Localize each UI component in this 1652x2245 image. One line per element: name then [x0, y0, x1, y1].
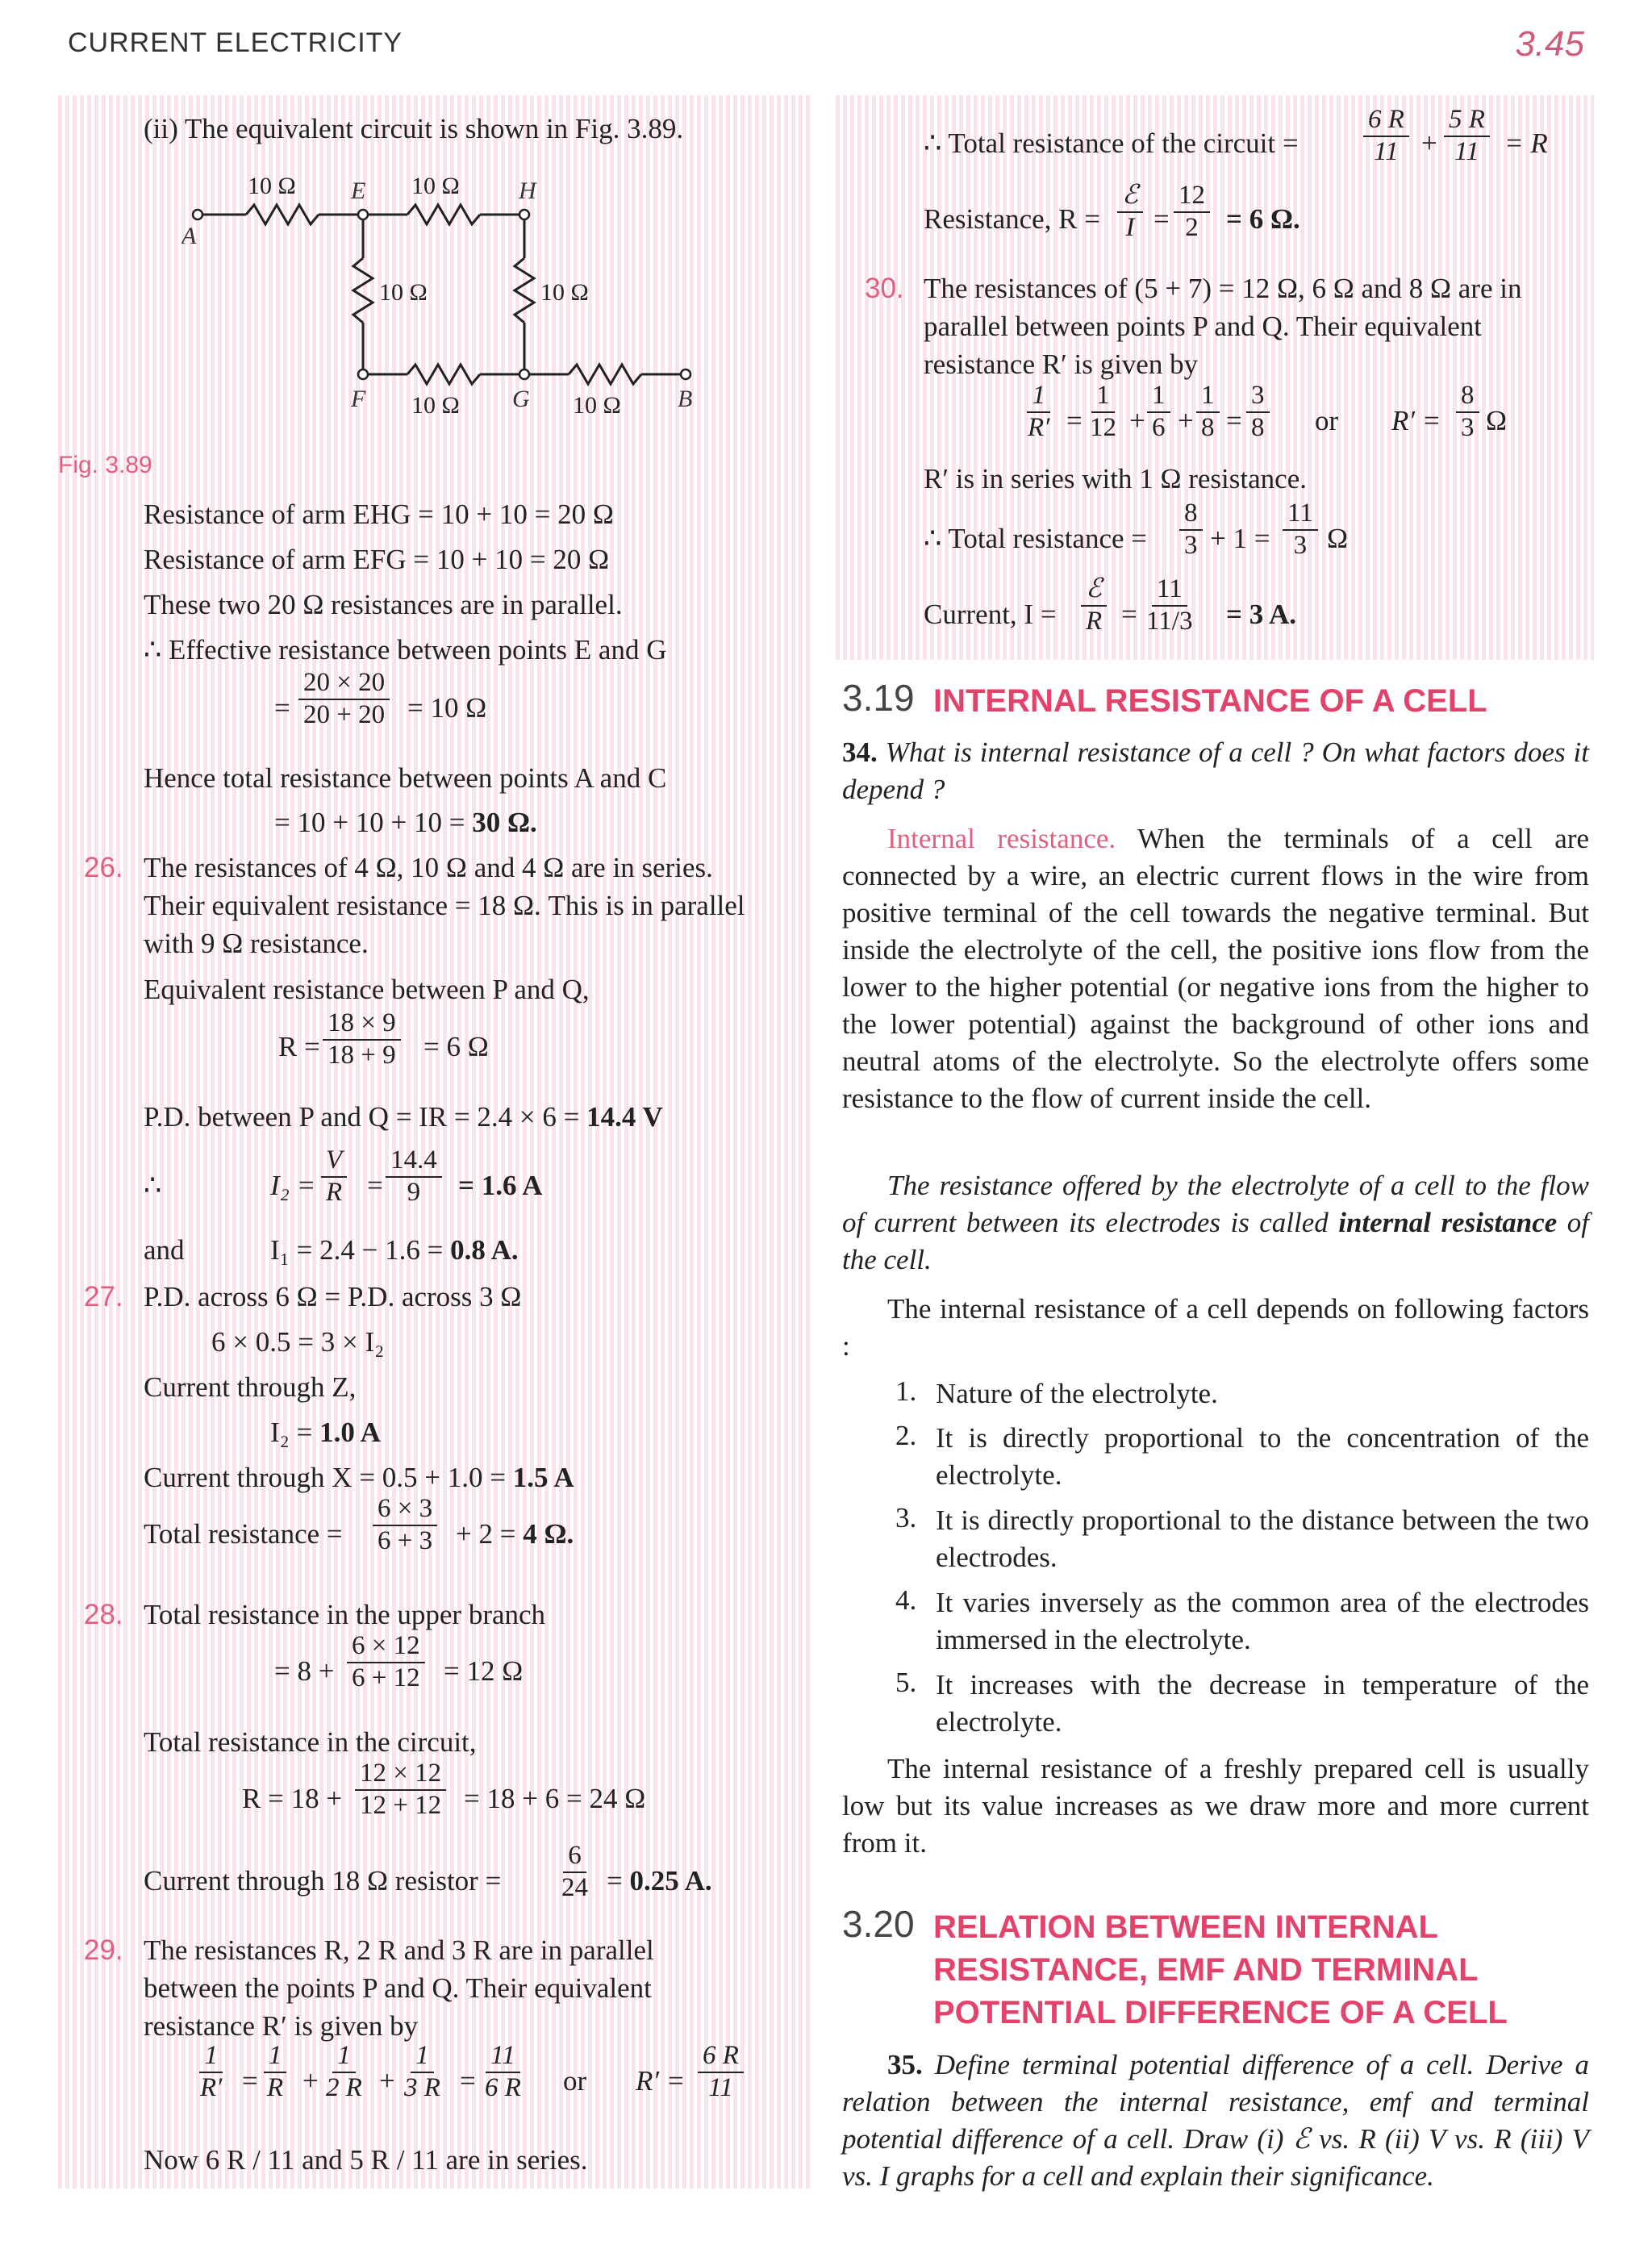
q28-f1-post: = 12 Ω — [444, 1655, 524, 1687]
q26-f3-pre: = — [367, 1170, 383, 1201]
fraction-v-r: $\frac{V}{R}$ — [321, 1145, 347, 1208]
q29-frac-5: $\frac{11}{6 R}$ — [485, 2041, 521, 2102]
section-title-3-19: INTERNAL RESISTANCE OF A CELL — [933, 683, 1487, 719]
q28-l2: Total resistance in the circuit, — [144, 1726, 477, 1758]
frac-11-113: $\frac{11}{11/3}$ — [1146, 574, 1193, 636]
q27-total-pre: Total resistance = — [144, 1518, 343, 1550]
q30-op-2: + — [1129, 405, 1145, 436]
q30-cur-eq: = — [1121, 599, 1137, 630]
q30-rp: R′ = — [1391, 405, 1441, 436]
q29-op-2: + — [302, 2065, 319, 2097]
t1-plus: + — [1421, 127, 1437, 159]
figure-label: Fig. 3.89 — [58, 452, 152, 478]
q30-total-unit: Ω — [1327, 523, 1349, 554]
q29-l2: between the points P and Q. Their equivalent — [144, 1972, 652, 2004]
total-ac-line: Hence total resistance between points A and C — [144, 762, 667, 794]
q30-frac-1: $\frac{1}{R'}$ — [1028, 381, 1050, 442]
q28-f3-post: = 0.25 A. — [607, 1865, 712, 1897]
section-number-3-20: 3.20 — [842, 1903, 915, 1945]
node-H: H — [519, 177, 536, 204]
q30-frac-3: $\frac{1}{6}$ — [1147, 381, 1170, 444]
frac-6r-11: $\frac{6 R}{11}$ — [1363, 105, 1409, 168]
q29-op-1: = — [242, 2065, 258, 2097]
intro-text: (ii) The equivalent circuit is shown in Fig. 3.89. — [144, 113, 684, 144]
resistor-label-EF: 10 Ω — [379, 279, 428, 306]
resistor-label-FG: 10 Ω — [411, 392, 460, 419]
q35-text: 35. Define terminal potential difference of a cell. Derive a relation between the internal resistance, emf and terminal potential difference of a cell. Draw (i) ℰ vs. R (ii) V vs. R (iii) V vs. I graphs for a cell and explain their significance. — [842, 2049, 1589, 2192]
page-number: 3.45 — [1515, 24, 1584, 64]
section-title-3-20-line2: RESISTANCE, EMF AND TERMINAL — [933, 1952, 1479, 1988]
q28-f3-pre: Current through 18 Ω resistor = — [144, 1865, 502, 1897]
fraction-6-24: $\frac{6}{24}$ — [561, 1841, 588, 1902]
frac-5r-11: $\frac{5 R}{11}$ — [1444, 105, 1490, 168]
q29-op-3: + — [379, 2065, 395, 2097]
fraction-6x3: $\frac{6 \times 3}{6 + 3}$ — [373, 1494, 437, 1557]
resistor-label-EH: 10 Ω — [411, 173, 460, 199]
q28-f2-post: = 18 + 6 = 24 Ω — [464, 1783, 646, 1814]
q30-cur-post: = 3 A. — [1226, 599, 1297, 630]
fraction-18x9: $\frac{18 \times 9}{18 + 9}$ — [323, 1008, 401, 1071]
q26-f-pre: R = — [278, 1031, 320, 1062]
q27-number: 27. — [84, 1281, 123, 1312]
q28-f2-pre: R = 18 + — [242, 1783, 343, 1814]
q30-total-mid: + 1 = — [1210, 523, 1270, 554]
q26-f-post: = 6 Ω — [423, 1031, 489, 1062]
q30-l4: R′ is in series with 1 Ω resistance. — [924, 463, 1307, 494]
f1-post: = 10 Ω — [407, 692, 487, 724]
node-A: A — [181, 223, 197, 249]
arm-ehg-line: Resistance of arm EHG = 10 + 10 = 20 Ω — [144, 499, 614, 530]
fraction-6x12: $\frac{6 \times 12}{6 + 12}$ — [347, 1631, 425, 1694]
q26-i1: I₁ = 2.4 − 1.6 = 0.8 A. — [270, 1234, 519, 1266]
q27-l3: Current through Z, — [144, 1371, 357, 1403]
q30-l2: parallel between points P and Q. Their equivalent — [924, 311, 1483, 342]
q26-l2: Their equivalent resistance = 18 Ω. This is in parallel — [144, 890, 745, 921]
q30-l3: resistance R′ is given by — [924, 348, 1199, 380]
resistor-label-AE: 10 Ω — [248, 173, 296, 199]
q34-text: 34. What is internal resistance of a cell ? On what factors does it depend ? — [842, 737, 1589, 805]
q28-number: 28. — [84, 1599, 123, 1630]
q26-i2-value: = 1.6 A — [458, 1170, 543, 1201]
circuit-diagram — [181, 161, 730, 419]
internal-resistance-para: Internal resistance. When the terminals of a cell are connected by a wire, an electric current flows in the wire from positive terminal of the cell towards the negative terminal. But inside the electrolyte of the cell, the positive ions flow from the lower to the higher potential (or negative ions from the higher to the lower potential) against the background of other ions and neutral atoms of the electrolyte. So the electrolyte offers some resistance to the flow of current inside the cell. — [842, 823, 1590, 1114]
t2-eq: = — [1153, 203, 1170, 235]
freshly-prepared-para: The internal resistance of a freshly prepared cell is usually low but its value increases as we draw more and more current from it. — [842, 1753, 1589, 1859]
q29-frac-1: $\frac{1}{R'}$ — [200, 2041, 223, 2102]
q27-l2: 6 × 0.5 = 3 × I₂ — [211, 1326, 385, 1358]
frac-11-3: $\frac{11}{3}$ — [1283, 499, 1318, 561]
section-title-3-20-line1: RELATION BETWEEN INTERNAL — [933, 1909, 1438, 1945]
q26-therefore: ∴ — [144, 1170, 162, 1201]
q29-l1: The resistances R, 2 R and 3 R are in parallel — [144, 1934, 654, 1966]
q30-total-pre: ∴ Total resistance = — [924, 523, 1148, 554]
q29-frac-3: $\frac{1}{2 R}$ — [326, 2041, 362, 2102]
frac-emf-r: ℰ R — [1081, 574, 1107, 637]
q29-op-4: = — [460, 2065, 476, 2097]
fraction-12x12: $\frac{12 \times 12}{12 + 12}$ — [355, 1759, 446, 1821]
factor-4-number: 4. — [895, 1584, 917, 1616]
q30-frac-6: $\frac{8}{3}$ — [1456, 381, 1479, 444]
q27-l4: I₂ = 1.0 A — [270, 1417, 381, 1448]
frac-8-3: $\frac{8}{3}$ — [1179, 499, 1203, 561]
frac-emf-i: ℰ I — [1117, 181, 1143, 244]
q29-frac-2: $\frac{1}{R}$ — [262, 2041, 288, 2104]
frac-12-2: $\frac{12}{2}$ — [1174, 181, 1210, 244]
definition-para: The resistance offered by the electrolyte of a cell to the flow of current between its electrodes is called internal resistance of the cell. — [842, 1170, 1590, 1275]
resistor-label-HG: 10 Ω — [540, 279, 589, 306]
section-number-3-19: 3.19 — [842, 677, 915, 719]
resistance-pre: Resistance, R = — [924, 203, 1101, 235]
f1-pre: = — [274, 692, 290, 724]
q29-l4: Now 6 R / 11 and 5 R / 11 are in series. — [144, 2144, 588, 2176]
factor-3-number: 3. — [895, 1502, 917, 1534]
q30-current-pre: Current, I = — [924, 599, 1057, 630]
node-B: B — [678, 386, 693, 412]
parallel-line: These two 20 Ω resistances are in parallel. — [144, 589, 623, 620]
effective-line: ∴ Effective resistance between points E and G — [144, 634, 667, 666]
q29-rp: R′ = — [636, 2065, 686, 2097]
node-E: E — [351, 177, 366, 204]
q29-frac-6: $\frac{6 R}{11}$ — [698, 2041, 744, 2104]
q30-or: or — [1315, 405, 1339, 436]
q30-number: 30. — [865, 273, 904, 304]
factor-5: It increases with the decrease in temperature of the electrolyte. — [936, 1669, 1589, 1738]
q26-number: 26. — [84, 852, 123, 883]
factors-intro: The internal resistance of a cell depends on following factors : — [842, 1293, 1589, 1362]
q29-l3: resistance R′ is given by — [144, 2010, 419, 2042]
factor-2: It is directly proportional to the concentration of the electrolyte. — [936, 1422, 1589, 1491]
q28-l1: Total resistance in the upper branch — [144, 1599, 546, 1630]
factor-5-number: 5. — [895, 1667, 917, 1698]
q26-l3: with 9 Ω resistance. — [144, 928, 369, 959]
factor-4: It varies inversely as the common area of the electrodes immersed in the electrolyte. — [936, 1587, 1589, 1655]
q30-l1: The resistances of (5 + 7) = 12 Ω, 6 Ω and 8 Ω are in — [924, 273, 1522, 304]
q30-op-4: = — [1226, 405, 1242, 436]
q30-op-1: = — [1066, 405, 1083, 436]
q26-pd: P.D. between P and Q = IR = 2.4 × 6 = 14.4 V — [144, 1101, 663, 1133]
q29-frac-4: $\frac{1}{3 R}$ — [404, 2041, 440, 2102]
factor-1: Nature of the electrolyte. — [936, 1378, 1218, 1409]
factor-3: It is directly proportional to the distance between the two electrodes. — [936, 1504, 1589, 1573]
q30-frac-5: $\frac{3}{8}$ — [1246, 381, 1270, 444]
factor-2-number: 2. — [895, 1420, 917, 1451]
q26-l4: Equivalent resistance between P and Q, — [144, 974, 590, 1005]
q30-unit: Ω — [1486, 405, 1508, 436]
total-ac-value: = 10 + 10 + 10 = 30 Ω. — [274, 807, 537, 838]
q30-frac-2: $\frac{1}{12}$ — [1090, 381, 1116, 442]
node-F: F — [351, 386, 366, 412]
resistor-label-GB: 10 Ω — [573, 392, 621, 419]
arm-efg-line: Resistance of arm EFG = 10 + 10 = 20 Ω — [144, 544, 610, 575]
q30-frac-4: $\frac{1}{8}$ — [1196, 381, 1220, 444]
q27-l5: Current through X = 0.5 + 1.0 = 1.5 A — [144, 1462, 574, 1493]
q29-or: or — [563, 2065, 587, 2097]
q27-total-post: + 2 = 4 Ω. — [456, 1518, 574, 1550]
total-resistance-pre: ∴ Total resistance of the circuit = — [924, 127, 1299, 159]
section-title-3-20-line3: POTENTIAL DIFFERENCE OF A CELL — [933, 1995, 1508, 2030]
q26-i2: I₂ = — [270, 1170, 316, 1201]
t1-post: = R — [1504, 127, 1548, 159]
q30-op-3: + — [1178, 405, 1194, 436]
factor-1-number: 1. — [895, 1375, 917, 1407]
q29-number: 29. — [84, 1934, 123, 1966]
t2-post: = 6 Ω. — [1226, 203, 1300, 235]
q26-l1: The resistances of 4 Ω, 10 Ω and 4 Ω are in series. — [144, 852, 713, 883]
node-G: G — [512, 386, 530, 412]
q28-f1-pre: = 8 + — [274, 1655, 335, 1687]
q26-and: and — [144, 1234, 185, 1266]
fraction-14-4: $\frac{14.4}{9}$ — [386, 1145, 442, 1208]
chapter-title: CURRENT ELECTRICITY — [68, 27, 403, 58]
q27-l1: P.D. across 6 Ω = P.D. across 3 Ω — [144, 1281, 522, 1312]
fraction-20x20: $\frac{20 \times 20}{20 + 20}$ — [298, 668, 390, 731]
